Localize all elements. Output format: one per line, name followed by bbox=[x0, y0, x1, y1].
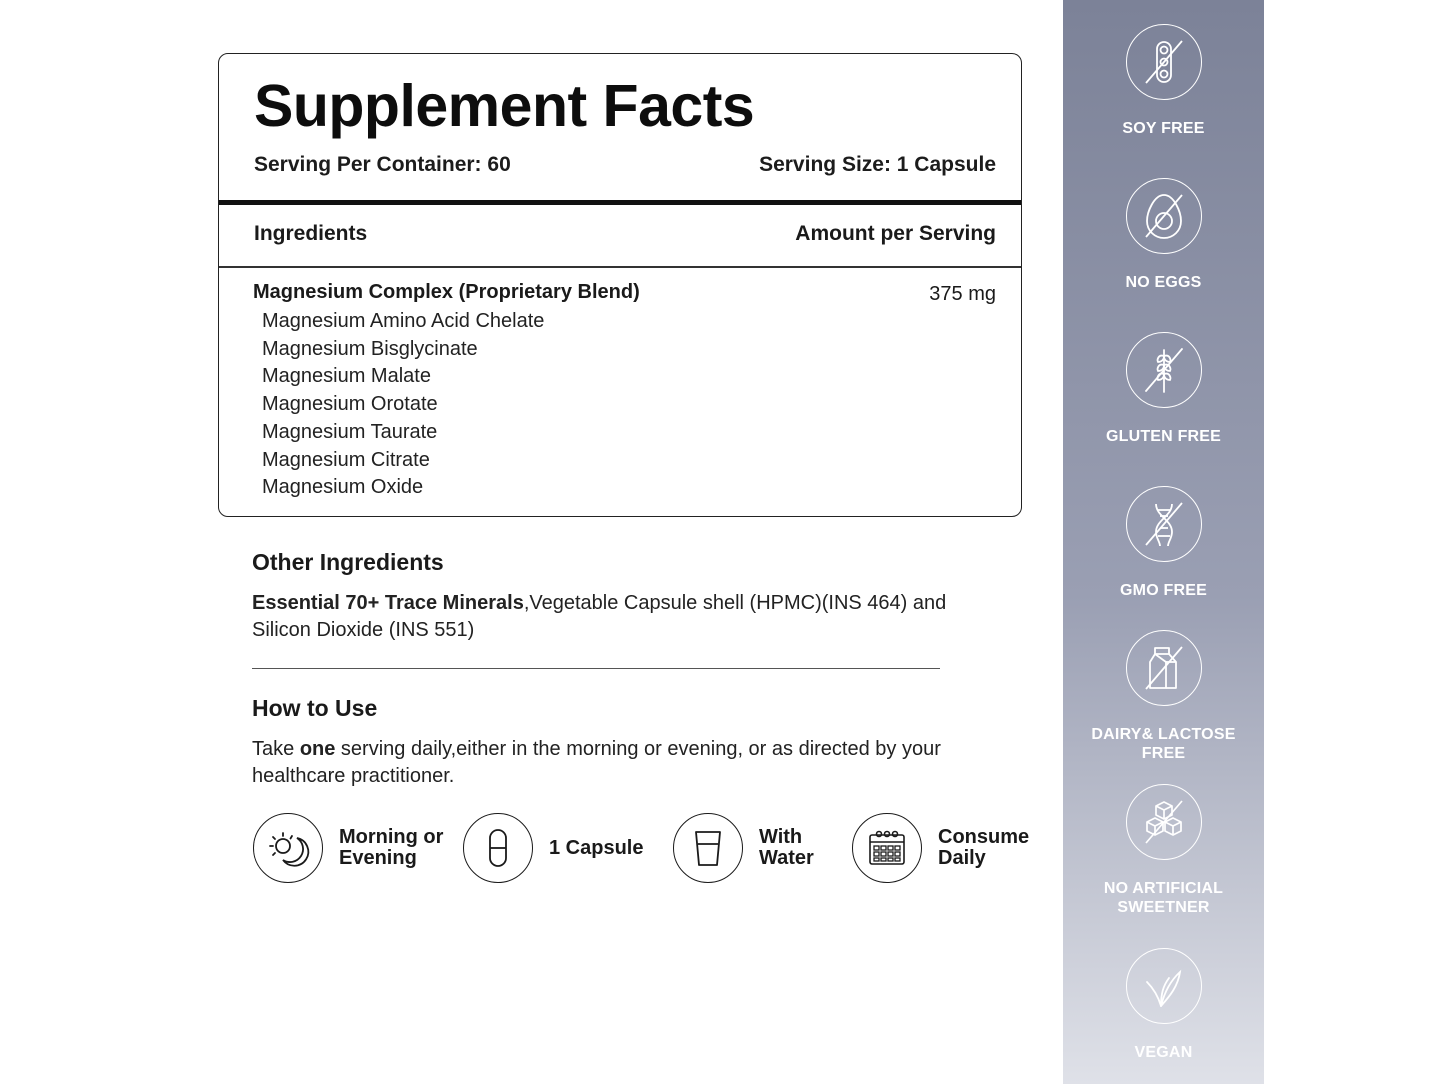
serving-per-container: Serving Per Container: 60 bbox=[254, 153, 511, 176]
badge-label: GLUTEN FREE bbox=[1105, 428, 1222, 445]
badge-label: GMO FREE bbox=[1120, 582, 1207, 599]
badge-label: VEGAN bbox=[1134, 1044, 1193, 1061]
thick-divider bbox=[219, 200, 1021, 205]
wheat-crossed-icon bbox=[1126, 332, 1202, 408]
usage-water bbox=[673, 812, 814, 884]
component-item: Magnesium Bisglycinate bbox=[262, 337, 478, 360]
badge-no-eggs bbox=[1063, 178, 1264, 292]
supplement-facts-panel bbox=[218, 53, 1022, 517]
blend-name: Magnesium Complex (Proprietary Blend) bbox=[253, 281, 640, 303]
usage-label: Morning or Evening bbox=[339, 826, 444, 869]
badge-label: NO EGGS bbox=[1125, 274, 1202, 291]
leaf-icon bbox=[1126, 948, 1202, 1024]
dna-crossed-icon bbox=[1126, 486, 1202, 562]
usage-label: 1 Capsule bbox=[549, 836, 644, 859]
component-item: Magnesium Malate bbox=[262, 365, 431, 388]
badge-label: DAIRY& LACTOSE FREE bbox=[1091, 726, 1236, 762]
how-pre: Take bbox=[252, 738, 300, 760]
component-item: Magnesium Amino Acid Chelate bbox=[262, 310, 545, 332]
other-ingredients-title: Other Ingredients bbox=[252, 549, 444, 575]
glass-icon bbox=[673, 813, 743, 883]
other-ingredients-text bbox=[252, 590, 952, 643]
egg-crossed-icon bbox=[1126, 178, 1202, 254]
how-to-use-text bbox=[252, 736, 972, 789]
blend-amount: 375 mg bbox=[929, 283, 996, 305]
how-bold: one bbox=[299, 738, 336, 760]
badge-gmo-free bbox=[1063, 486, 1264, 600]
calendar-icon bbox=[852, 813, 922, 883]
component-item: Magnesium Taurate bbox=[262, 420, 438, 443]
thin-divider bbox=[219, 266, 1021, 268]
soybean-crossed-icon bbox=[1126, 24, 1202, 100]
badge-no-artificial-sweetner bbox=[1063, 784, 1264, 917]
usage-label: With Water bbox=[759, 826, 814, 869]
badge-label: SOY FREE bbox=[1122, 120, 1205, 137]
how-post: serving daily,either in the morning or evening, or as directed by your healthcare practitioner. bbox=[252, 738, 941, 787]
usage-daily bbox=[852, 812, 1029, 884]
blend-components bbox=[262, 308, 544, 502]
sun-moon-icon bbox=[253, 813, 323, 883]
milk-carton-icon bbox=[1126, 630, 1202, 706]
component-item: Magnesium Orotate bbox=[262, 393, 438, 416]
how-to-use-title: How to Use bbox=[252, 695, 378, 721]
serving-size: Serving Size: 1 Capsule bbox=[759, 153, 996, 176]
sugar-cubes-crossed-icon bbox=[1126, 784, 1202, 860]
capsule-icon bbox=[463, 813, 533, 883]
amount-header: Amount per Serving bbox=[795, 222, 996, 245]
badge-gluten-free bbox=[1063, 332, 1264, 446]
usage-morning-evening bbox=[253, 812, 443, 884]
badge-label: NO ARTIFICIAL SWEETNER bbox=[1103, 880, 1224, 916]
usage-capsule bbox=[463, 812, 643, 884]
free-from-sidebar bbox=[1063, 0, 1264, 1084]
badge-dairy-free bbox=[1063, 630, 1264, 763]
component-item: Magnesium Citrate bbox=[262, 448, 430, 471]
other-ingredients-rest: ,Vegetable Capsule shell (HPMC)(INS 464) and Silicon Dioxide (INS 551) bbox=[252, 592, 947, 641]
facts-title: Supplement Facts bbox=[254, 73, 755, 139]
badge-soy-free bbox=[1063, 24, 1264, 138]
ingredients-header: Ingredients bbox=[254, 222, 368, 245]
section-divider bbox=[252, 668, 940, 669]
badge-vegan bbox=[1063, 948, 1264, 1062]
other-ingredients-bold: Essential 70+ Trace Minerals bbox=[252, 592, 524, 614]
component-item: Magnesium Oxide bbox=[262, 476, 424, 499]
usage-label: Consume Daily bbox=[938, 826, 1030, 869]
